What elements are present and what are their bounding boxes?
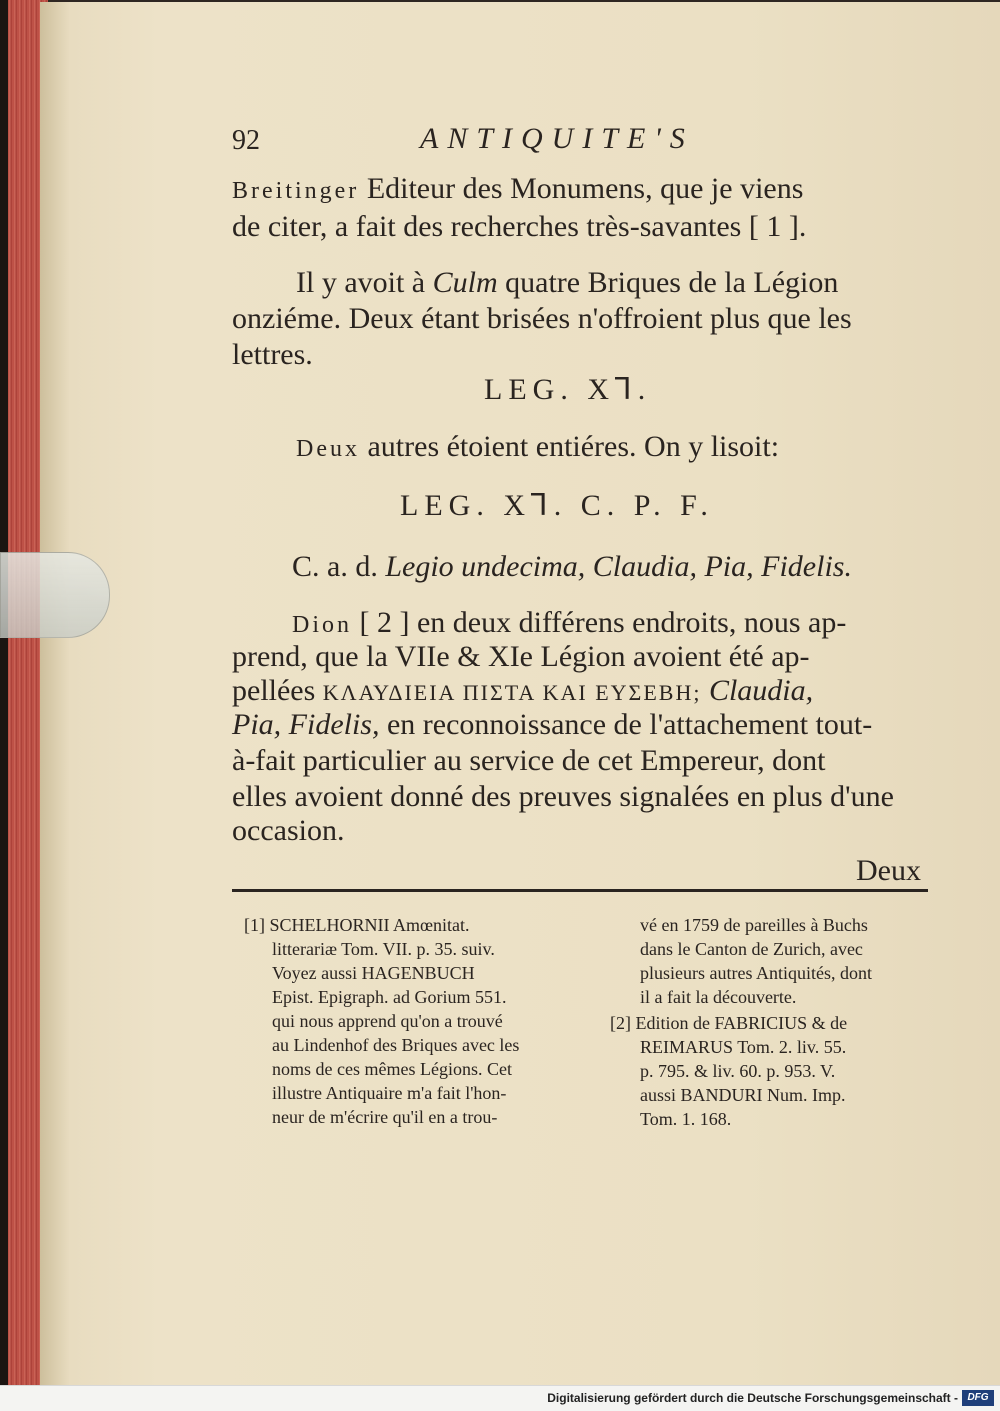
catchword: Deux bbox=[856, 854, 921, 887]
italic-text: Claudia, bbox=[701, 674, 814, 707]
body-text: Il y avoit à bbox=[296, 266, 433, 299]
body-line bbox=[296, 430, 779, 466]
body-text: C. a. d. bbox=[292, 550, 386, 583]
footnote-line: [2] Edition de FABRICIUS & de bbox=[610, 1013, 848, 1033]
body-line: lettres. bbox=[232, 338, 313, 371]
body-line bbox=[232, 674, 813, 710]
body-line bbox=[292, 550, 852, 584]
dfg-credit: Digitalisierung gefördert durch die Deutsche Forschungsgemeinschaft - bbox=[547, 1391, 958, 1405]
body-line bbox=[232, 708, 872, 742]
footnote-rule bbox=[232, 889, 928, 892]
footnote-line: litterariæ Tom. VII. p. 35. suiv. bbox=[272, 939, 495, 959]
footnote-line: il a fait la découverte. bbox=[640, 987, 797, 1007]
body-line: onziéme. Deux étant brisées n'offroient plus que les bbox=[232, 302, 852, 335]
name-breitinger: Breitinger bbox=[232, 178, 360, 204]
running-title: ANTIQUITE'S bbox=[420, 122, 694, 155]
body-text: en reconnoissance de l'attachement tout- bbox=[379, 708, 873, 741]
page-number: 92 bbox=[232, 125, 260, 156]
body-line bbox=[292, 606, 846, 642]
footnote-line: noms de ces mêmes Légions. Cet bbox=[272, 1059, 512, 1079]
body-line: de citer, a fait des recherches très-savantes [ 1 ]. bbox=[232, 210, 807, 243]
footnote-line: dans le Canton de Zurich, avec bbox=[640, 939, 863, 959]
small-caps-lead: Deux bbox=[296, 436, 360, 462]
footnote-line: plusieurs autres Antiquités, dont bbox=[640, 963, 872, 983]
footnote-line: [1] SCHELHORNII Amœnitat. bbox=[244, 915, 470, 935]
dfg-logo: DFG bbox=[962, 1390, 994, 1406]
inscription-leg-xi: LEG. X⅂. bbox=[484, 373, 652, 406]
body-text: autres étoient entiéres. On y lisoit: bbox=[359, 430, 780, 463]
footnote-line: REIMARUS Tom. 2. liv. 55. bbox=[640, 1037, 847, 1057]
legion-name: Legio undecima, Claudia, Pia, Fidelis. bbox=[385, 550, 852, 583]
body-line: prend, que la VIIe & XIe Légion avoient été ap- bbox=[232, 640, 810, 673]
footnote-line: aussi BANDURI Num. Imp. bbox=[640, 1085, 846, 1105]
name-dion: Dion bbox=[292, 612, 352, 638]
body-text: pellées bbox=[232, 674, 323, 707]
footnote-line: Epist. Epigraph. ad Gorium 551. bbox=[272, 987, 507, 1007]
body-line bbox=[296, 266, 838, 300]
body-line: à-fait particulier au service de cet Empereur, dont bbox=[232, 744, 826, 777]
footnote-line: Tom. 1. 168. bbox=[640, 1109, 732, 1129]
footnote-line: Voyez aussi HAGENBUCH bbox=[272, 963, 475, 983]
greek-text: ΚΛΑΥΔΙΕΙΑ ΠΙΣΤΑ ΚΑΙ ΕΥΣΕΒΗ; bbox=[322, 680, 702, 705]
body-text: Editeur des Monumens, que je viens bbox=[359, 172, 804, 205]
footnote-line: vé en 1759 de pareilles à Buchs bbox=[640, 915, 868, 935]
footnote-line: illustre Antiquaire m'a fait l'hon- bbox=[272, 1083, 507, 1103]
italic-text: Pia, Fidelis, bbox=[232, 708, 380, 741]
body-text: quatre Briques de la Légion bbox=[497, 266, 839, 299]
body-line: elles avoient donné des preuves signalées en plus d'une bbox=[232, 780, 894, 813]
body-text: [ 2 ] en deux différens endroits, nous ap- bbox=[352, 606, 847, 639]
body-line bbox=[232, 172, 803, 208]
footnote-line: qui nous apprend qu'on a trouvé bbox=[272, 1011, 503, 1031]
inscription-leg-xi-cpf: LEG. X⅂. C. P. F. bbox=[400, 489, 714, 522]
body-line: occasion. bbox=[232, 814, 345, 847]
footer-bar bbox=[0, 1385, 1000, 1411]
footnote-line: p. 795. & liv. 60. p. 953. V. bbox=[640, 1061, 836, 1081]
footnote-line: au Lindenhof des Briques avec les bbox=[272, 1035, 520, 1055]
footnote-line: neur de m'écrire qu'il en a trou- bbox=[272, 1107, 498, 1127]
place-culm: Culm bbox=[432, 266, 498, 299]
